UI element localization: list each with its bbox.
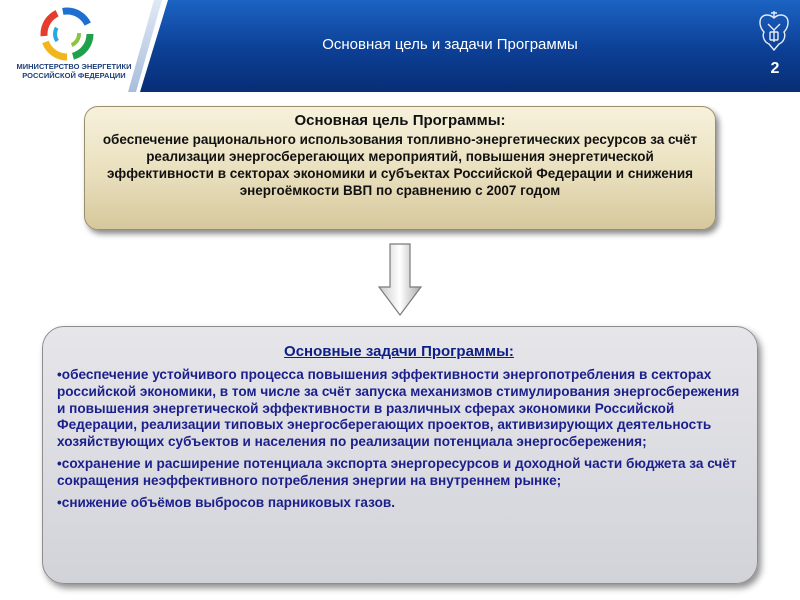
down-arrow-icon	[377, 243, 423, 317]
logo-area	[0, 0, 150, 92]
goal-text: обеспечение рационального использования топливно-энергетических ресурсов за счёт реализации энергосберегающих мероприятий, повышения энергетической эффективности в секторах экономики и субъектах Российской Федерации и снижения энергоёмкости ВВП по сравнению с 2007 годом	[102, 132, 698, 198]
task-item: •снижение объёмов выбросов парниковых газов.	[57, 494, 396, 510]
goal-box	[84, 106, 716, 230]
task-item: •обеспечение устойчивого процесса повышения эффективности энергопотребления в секторах российской экономики, в том числе за счёт запуска механизмов стимулирования энергосбережения и повышения энергетической эффективности в различных сферах экономики Российской Федерации, реализации типовых энергосберегающих проектов, активизирующих деятельность хозяйствующих субъектов и населения по реализации потенциала энергосбережения;	[57, 367, 740, 450]
task-item: •сохранение и расширение потенциала экспорта энергоресурсов и доходной части бюджета за счёт сокращения неэффективного потребления энергии на внутреннем рынке;	[57, 455, 737, 488]
ministry-energy-logo-icon	[36, 6, 98, 62]
goal-title: Основная цель Программы:	[294, 112, 506, 129]
tasks-title: Основные задачи Программы:	[284, 343, 514, 360]
russian-coat-of-arms-icon	[756, 8, 792, 56]
page-number: 2	[770, 60, 780, 77]
ministry-name	[4, 62, 144, 80]
slide-title: Основная цель и задачи Программы	[322, 36, 578, 53]
ministry-line-1: МИНИСТЕРСТВО ЭНЕРГЕТИКИ	[16, 62, 132, 71]
ministry-line-2: РОССИЙСКОЙ ФЕДЕРАЦИИ	[22, 71, 126, 80]
tasks-box	[42, 326, 758, 584]
